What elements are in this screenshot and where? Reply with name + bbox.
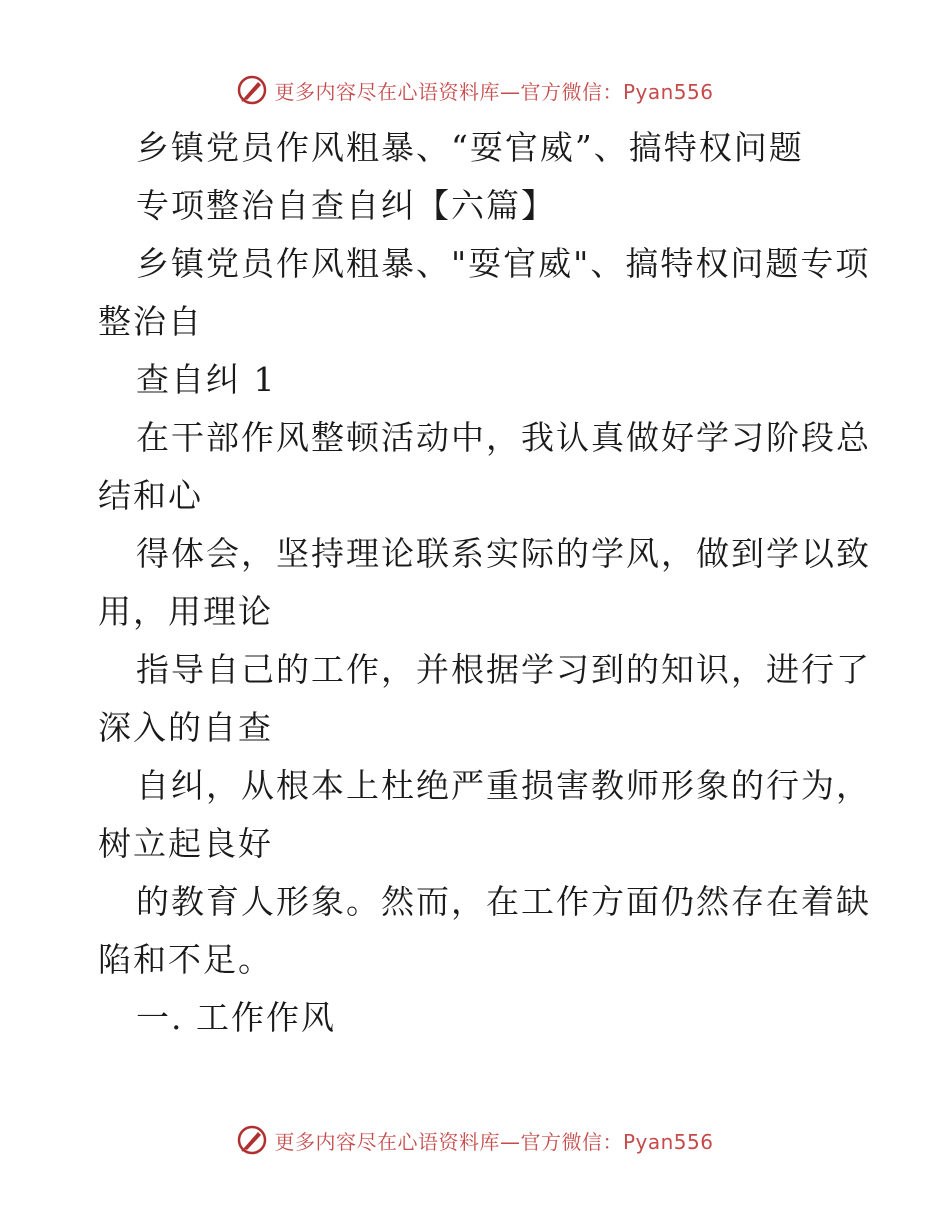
section-heading: 一. 工作作风 <box>136 998 336 1037</box>
paragraph-line: 在干部作风整顿活动中，我认真做好学习阶段总 <box>136 418 871 457</box>
paragraph-line: 查自纠 1 <box>136 360 277 399</box>
paragraph-line: 指导自己的工作，并根据学习到的知识，进行了 <box>136 650 871 689</box>
paragraph-line: 乡镇党员作风粗暴、"耍官威"、搞特权问题专项 <box>136 244 871 283</box>
paragraph-line: 得体会，坚持理论联系实际的学风，做到学以致 <box>136 534 871 573</box>
paragraph-line: 用，用理论 <box>98 592 273 631</box>
watermark-text: 更多内容尽在心语资料库—官方微信：Pyan556 <box>274 79 714 104</box>
paragraph-line: 深入的自查 <box>98 708 273 747</box>
paragraph-line: 的教育人形象。然而，在工作方面仍然存在着缺 <box>136 882 871 921</box>
quill-logo-icon <box>236 1124 268 1156</box>
watermark-text: 更多内容尽在心语资料库—官方微信：Pyan556 <box>274 1129 714 1154</box>
paragraph-line: 结和心 <box>98 476 203 515</box>
header-watermark <box>0 70 950 110</box>
title-line-1: 乡镇党员作风粗暴、“耍官威”、搞特权问题 <box>136 128 804 167</box>
footer-watermark <box>0 1120 950 1160</box>
paragraph-line: 自纠，从根本上杜绝严重损害教师形象的行为， <box>136 766 871 805</box>
paragraph-line: 整治自 <box>98 302 203 341</box>
paragraph-line: 树立起良好 <box>98 824 273 863</box>
quill-logo-icon <box>236 74 268 106</box>
paragraph-line: 陷和不足。 <box>98 940 273 979</box>
title-line-2: 专项整治自查自纠【六篇】 <box>136 186 556 225</box>
